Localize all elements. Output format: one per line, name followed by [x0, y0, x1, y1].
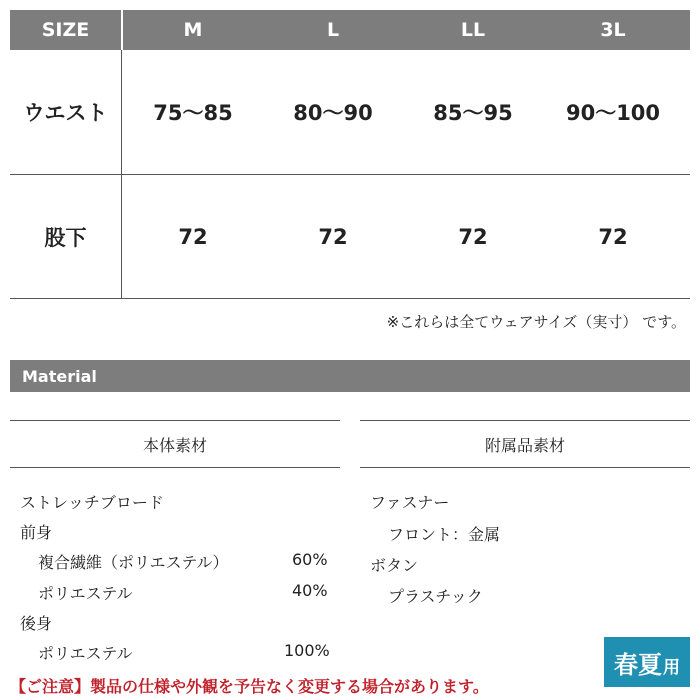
back-item-1-pct: 100%	[284, 641, 330, 660]
size-header-ll: LL	[460, 19, 486, 41]
material-header: Material	[10, 360, 690, 392]
front-item-2-pct: 40%	[292, 581, 328, 600]
body-title-bottom-rule	[10, 467, 340, 468]
body-material-title: 本体素材	[142, 436, 207, 455]
size-table-header	[10, 10, 690, 50]
waist-l: 80〜90	[293, 101, 373, 125]
size-header-3l: 3L	[600, 19, 626, 41]
spec-change-warning: 【ご注意】製品の仕様や外観を予告なく変更する場合があります。	[10, 677, 489, 696]
waist-ll: 85〜95	[433, 101, 513, 125]
front-item-2-name: ポリエステル	[38, 584, 133, 603]
row-label-inseam: 股下	[44, 226, 87, 250]
size-note: ※これらは全てウェアサイズ（実寸） です。	[386, 313, 686, 331]
size-header-label: SIZE	[41, 19, 90, 41]
front-item-1-pct: 60%	[292, 550, 328, 569]
accessory-title-bottom-rule	[360, 467, 690, 468]
accessory-material-title: 附属品素材	[484, 436, 565, 455]
size-row-inseam	[10, 175, 690, 299]
back-label: 後身	[20, 614, 53, 633]
front-label: 前身	[20, 523, 53, 542]
size-header-m: M	[183, 19, 203, 41]
body-fabric-name: ストレッチブロード	[20, 493, 164, 512]
button-detail: プラスチック	[388, 587, 483, 606]
row-label-waist: ウエスト	[23, 101, 108, 125]
fastener-label: ファスナー	[370, 493, 450, 512]
size-row-waist	[10, 50, 690, 174]
button-label: ボタン	[370, 556, 419, 575]
table-bottom-border	[10, 298, 690, 299]
front-item-1-name: 複合繊維（ポリエステル）	[38, 553, 229, 572]
season-badge-main: 春夏	[614, 650, 662, 679]
back-item-1-name: ポリエステル	[38, 644, 133, 663]
fastener-detail: フロント：金属	[388, 525, 501, 544]
inseam-3l: 72	[598, 225, 628, 249]
accessory-title-top-rule	[360, 420, 690, 421]
inseam-ll: 72	[458, 225, 488, 249]
body-title-top-rule	[10, 420, 340, 421]
inseam-m: 72	[178, 225, 208, 249]
size-header-l: L	[326, 19, 340, 41]
inseam-l: 72	[318, 225, 348, 249]
season-badge	[604, 637, 690, 687]
waist-3l: 90〜100	[565, 101, 661, 125]
season-badge-suffix: 用	[663, 657, 680, 678]
waist-m: 75〜85	[153, 101, 233, 125]
